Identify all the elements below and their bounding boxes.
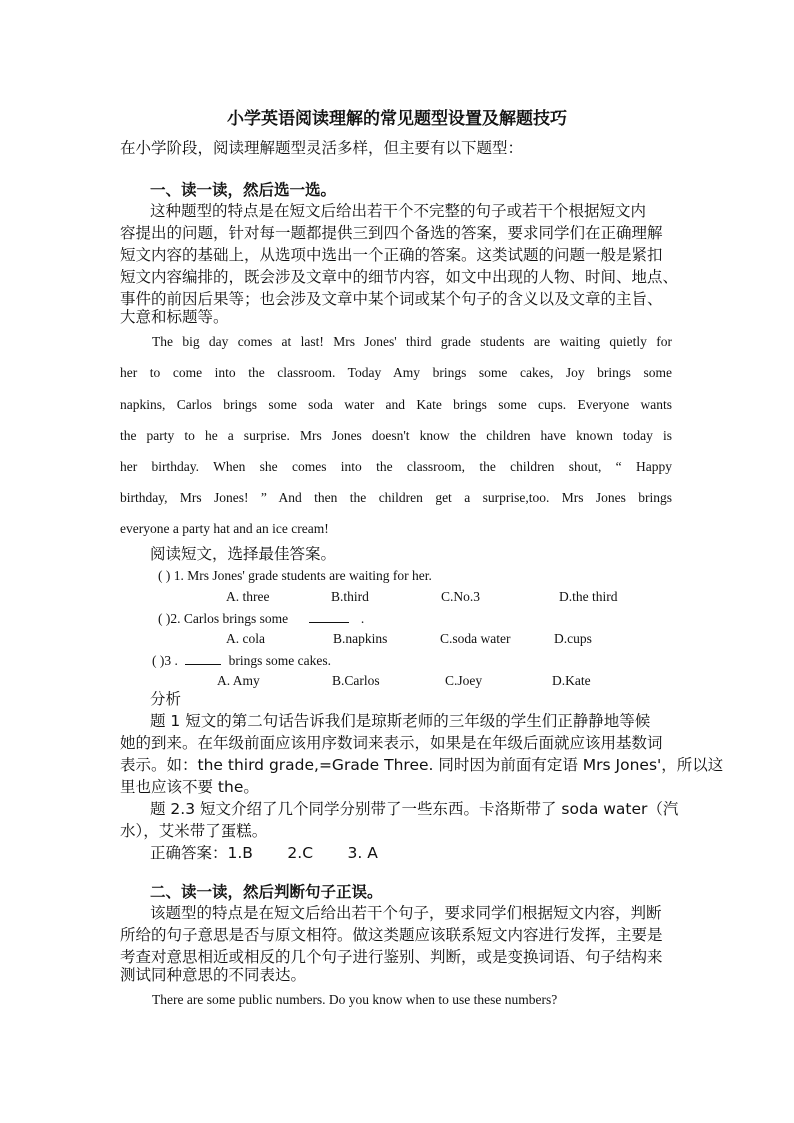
passage-line: her birthday. When she comes into the classroom, the children shout, “ Happy: [120, 459, 672, 474]
option-c: C.soda water: [440, 631, 511, 646]
option-d: D.Kate: [552, 673, 591, 688]
section1-desc-line: 容提出的问题，针对每一题都提供三到四个备选的答案，要求同学们在正确理解: [120, 224, 663, 242]
question-stem-text: ( )2. Carlos brings some: [158, 611, 289, 626]
passage-line: birthday, Mrs Jones! ” And then the children get a surprise,too. Mrs Jones brings: [120, 490, 672, 505]
analysis-line: 她的到来。在年级前面应该用序数词来表示，如果是在年级后面就应该用基数词: [120, 734, 663, 752]
section1-heading: 一、读一读，然后选一选。: [150, 181, 337, 199]
option-d: D.cups: [554, 631, 592, 646]
analysis-label: 分析: [150, 690, 182, 708]
analysis-line: 题 1 短文的第二句话告诉我们是琼斯老师的三年级的学生们正静静地等候: [150, 712, 651, 730]
analysis-line: 里也应该不要 the。: [120, 778, 259, 796]
question-stem-text: ( )3 .: [152, 653, 178, 668]
instruction-text: 阅读短文，选择最佳答案。: [150, 545, 337, 563]
option-a: A. three: [226, 589, 270, 604]
section2-desc-line: 测试同种意思的不同表达。: [120, 966, 307, 984]
answer-blank: [309, 609, 349, 623]
section2-desc-line: 考查对意思相近或相反的几个句子进行鉴别、判断，或是变换词语、句子结构来: [120, 948, 663, 966]
analysis-line: 表示。如：the third grade,=Grade Three. 同时因为前面有定语 Mrs Jones'，所以这: [120, 756, 724, 774]
section1-desc-line: 短文内容的基础上，从选项中选出一个正确的答案。这类试题的问题一般是紧扣: [120, 246, 663, 264]
option-b: B.third: [331, 589, 369, 604]
option-b: B.Carlos: [332, 673, 380, 688]
passage-line: The big day comes at last! Mrs Jones' third grade students are waiting quietly for: [152, 334, 672, 349]
option-c: C.Joey: [445, 673, 483, 688]
option-a: A. cola: [226, 631, 265, 646]
passage-line: napkins, Carlos brings some soda water and Kate brings some cups. Everyone wants: [120, 397, 672, 412]
section1-desc-line: 事件的前因后果等；也会涉及文章中某个词或某个句子的含义以及文章的主旨、: [120, 290, 663, 308]
section1-desc-line: 这种题型的特点是在短文后给出若干个不完整的句子或若干个根据短文内: [150, 202, 647, 220]
option-d: D.the third: [559, 589, 618, 604]
option-b: B.napkins: [333, 631, 388, 646]
section2-passage: There are some public numbers. Do you know when to use these numbers?: [152, 992, 558, 1007]
question-stem-end: brings some cakes.: [228, 653, 331, 668]
analysis-line: 题 2.3 短文介绍了几个同学分别带了一些东西。卡洛斯带了 soda water（汽: [150, 800, 679, 818]
analysis-line: 水），艾米带了蛋糕。: [120, 822, 268, 840]
question-stem: [158, 609, 364, 628]
section2-heading: 二、读一读，然后判断句子正误。: [150, 883, 383, 901]
intro-text: 在小学阶段，阅读理解题型灵活多样，但主要有以下题型：: [120, 139, 524, 157]
answer-blank: [185, 651, 221, 665]
section2-desc-line: 所给的句子意思是否与原文相符。做这类题应该联系短文内容进行发挥，主要是: [120, 926, 663, 944]
passage-line: the party to he a surprise. Mrs Jones doesn't know the children have known today is: [120, 428, 672, 443]
section1-desc-line: 短文内容编排的，既会涉及文章中的细节内容，如文中出现的人物、时间、地点、: [120, 268, 679, 286]
question-stem: [152, 651, 331, 670]
answer-key: 正确答案：1.B 2.C 3. A: [150, 844, 378, 862]
passage-line: her to come into the classroom. Today Amy brings some cakes, Joy brings some: [120, 365, 672, 380]
question-stem-end: .: [360, 611, 365, 626]
option-c: C.No.3: [441, 589, 481, 604]
option-a: A. Amy: [217, 673, 260, 688]
section2-desc-line: 该题型的特点是在短文后给出若干个句子，要求同学们根据短文内容，判断: [150, 904, 662, 922]
section1-desc-line: 大意和标题等。: [120, 308, 229, 326]
question-stem: ( ) 1. Mrs Jones' grade students are waiting for her.: [158, 568, 432, 583]
passage-line: everyone a party hat and an ice cream!: [120, 521, 329, 536]
page-title: 小学英语阅读理解的常见题型设置及解题技巧: [227, 109, 567, 129]
